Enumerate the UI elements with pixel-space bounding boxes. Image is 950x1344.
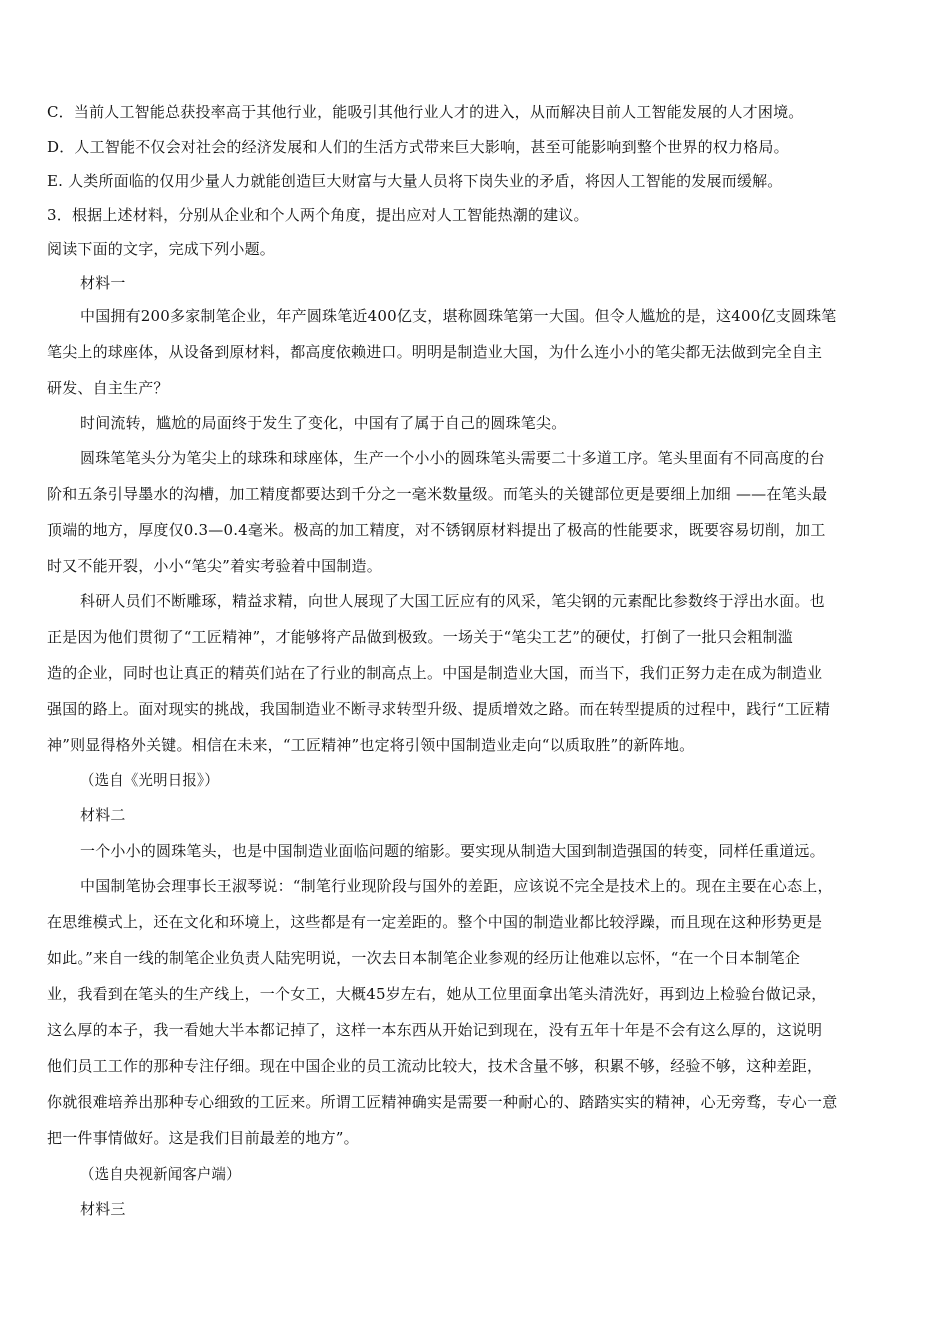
material-1-line: 强国的路上。面对现实的挑战，我国制造业不断寻求转型升级、提质增效之路。而在转型提质的过程中，践行“工匠精 (47, 700, 831, 718)
material-1-heading: 材料一 (80, 274, 126, 292)
material-2-line: 你就很难培养出那种专心细致的工匠来。所谓工匠精神确实是需要一种耐心的、踏踏实实的精神，心无旁骛，专心一意 (47, 1093, 838, 1111)
material-2-line: 这么厚的本子，我一看她大半本都记掉了，这样一本东西从开始记到现在，没有五年十年是不会有这么厚的，这说明 (47, 1021, 823, 1039)
material-2-heading: 材料二 (80, 806, 126, 824)
material-1-line: 顶端的地方，厚度仅0.3—0.4毫米。极高的加工精度，对不锈钢原材料提出了极高的性能要求，既要容易切削，加工 (47, 521, 826, 539)
material-2-line: 在思维模式上，还在文化和环境上，这些都是有一定差距的。整个中国的制造业都比较浮躁，而且现在这种形势更是 (47, 913, 823, 931)
material-3-heading: 材料三 (80, 1200, 126, 1218)
material-2-line: 中国制笔协会理事长王淑琴说：“制笔行业现阶段与国外的差距，应该说不完全是技术上的。现在主要在心态上， (80, 877, 833, 895)
material-1-line: 神”则显得格外关键。相信在未来，“工匠精神”也定将引领中国制造业走向“以质取胜”的新阵地。 (47, 736, 695, 754)
material-2-line: 一个小小的圆珠笔头，也是中国制造业面临问题的缩影。要实现从制造大国到制造强国的转变，同样任重道远。 (80, 842, 825, 860)
material-1-line: 圆珠笔笔头分为笔尖上的球珠和球座体，生产一个小小的圆珠笔头需要二十多道工序。笔头里面有不同高度的台 (80, 449, 825, 467)
option-e: E. 人类所面临的仅用少量人力就能创造巨大财富与大量人员将下岗失业的矛盾，将因人工智能的发展而缓解。 (47, 172, 783, 190)
material-2-source: （选自央视新闻客户端） (80, 1165, 241, 1183)
material-2-line: 把一件事情做好。这是我们目前最差的地方”。 (47, 1129, 359, 1147)
material-2-line: 他们员工工作的那种专注仔细。现在中国企业的员工流动比较大，技术含量不够，积累不够，经验不够，这种差距， (47, 1057, 823, 1075)
material-1-line: 正是因为他们贯彻了“工匠精神”，才能够将产品做到极致。一场关于“笔尖工艺”的硬仗，打倒了一批只会粗制滥 (47, 628, 793, 646)
material-1-line: 阶和五条引导墨水的沟槽，加工精度都要达到千分之一毫米数量级。而笔头的关键部位更是要细上加细 ——在笔头最 (47, 485, 828, 503)
material-1-line: 科研人员们不断雕琢，精益求精，向世人展现了大国工匠应有的风采，笔尖钢的元素配比参数终于浮出水面。也 (80, 592, 825, 610)
material-1-line: 时又不能开裂，小小“笔尖”着实考验着中国制造。 (47, 557, 382, 575)
reading-instruction: 阅读下面的文字，完成下列小题。 (47, 240, 276, 258)
material-1-source: （选自《光明日报》） (80, 771, 219, 789)
material-1-line: 时间流转，尴尬的局面终于发生了变化，中国有了属于自己的圆珠笔尖。 (80, 414, 567, 432)
material-1-line: 中国拥有200多家制笔企业，年产圆珠笔近400亿支，堪称圆珠笔第一大国。但令人尴尬的是，这400亿支圆珠笔 (80, 307, 837, 325)
material-2-line: 业，我看到在笔头的生产线上，一个女工，大概45岁左右，她从工位里面拿出笔头清洗好，再到边上检验台做记录， (47, 985, 827, 1003)
material-1-line: 造的企业，同时也让真正的精英们站在了行业的制高点上。中国是制造业大国，而当下，我们正努力走在成为制造业 (47, 664, 823, 682)
material-1-line: 研发、自主生产？ (47, 379, 169, 397)
material-2-line: 如此。”来自一线的制笔企业负责人陆宪明说，一次去日本制笔企业参观的经历让他难以忘怀，“在一个日本制笔企 (47, 949, 801, 967)
material-1-line: 笔尖上的球座体，从设备到原材料，都高度依赖进口。明明是制造业大国，为什么连小小的笔尖都无法做到完全自主 (47, 343, 823, 361)
option-d: D．人工智能不仅会对社会的经济发展和人们的生活方式带来巨大影响，甚至可能影响到整个世界的权力格局。 (47, 138, 789, 156)
option-c: C．当前人工智能总获投率高于其他行业，能吸引其他行业人才的进入，从而解决目前人工智能发展的人才困境。 (47, 103, 804, 121)
question-3: 3．根据上述材料，分别从企业和个人两个角度，提出应对人工智能热潮的建议。 (47, 206, 589, 224)
